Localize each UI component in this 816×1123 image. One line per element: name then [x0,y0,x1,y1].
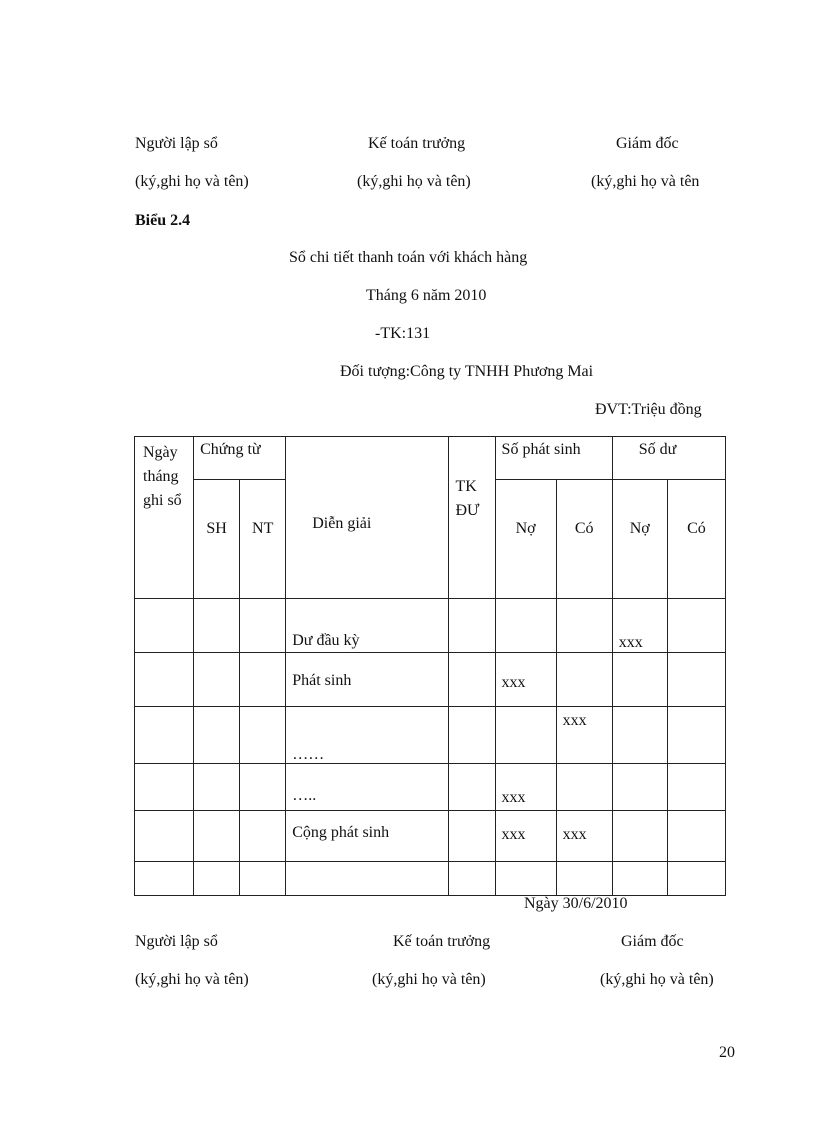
cell-nt [240,811,286,862]
cell-arising-debit [495,811,556,862]
cell-date [135,764,194,811]
cell-balance-debit [612,599,667,653]
form-label: Biểu 2.4 [135,212,191,229]
top-preparer-title: Người lập sổ [135,135,218,152]
cell-sh [194,811,240,862]
bottom-preparer-note: (ký,ghi họ và tên) [135,971,249,988]
cell-arising-credit [556,862,612,896]
cell-arising-credit [556,811,612,862]
top-director-title: Giám đốc [616,135,679,152]
cell-arising-debit [495,707,556,764]
period: Tháng 6 năm 2010 [366,287,487,304]
header-arising-credit [556,480,612,599]
header-balance-debit [612,480,667,599]
cell-balance-credit [667,862,725,896]
cell-nt [240,707,286,764]
header-nt [240,480,286,599]
cell-description [286,653,449,707]
header-arising-debit [495,480,556,599]
cell-arising-credit [556,707,612,764]
cell-date [135,707,194,764]
cell-sh [194,653,240,707]
cell-tk [449,653,495,707]
header-sh [194,480,240,599]
header-tk: TK ĐƯ [449,437,495,599]
header-nt-label: NT [252,520,274,537]
row2-description: Phát sinh [292,672,352,689]
cell-description [286,764,449,811]
table-row [135,862,726,896]
cell-balance-credit [667,811,725,862]
header-voucher: Chứng từ [194,437,286,480]
cell-arising-credit [556,599,612,653]
row1-balance-debit: xxx [618,634,643,651]
cell-balance-debit [612,653,667,707]
cell-date [135,653,194,707]
cell-description [286,599,449,653]
header-balance-debit-label: Nợ [629,520,650,537]
cell-nt [240,764,286,811]
cell-balance-credit [667,707,725,764]
cell-tk [449,764,495,811]
header-description [286,437,449,599]
cell-sh [194,707,240,764]
counterparty: Đối tượng:Công ty TNHH Phương Mai [340,363,594,380]
row3-arising-credit: xxx [562,712,587,729]
bottom-chief-accountant-note: (ký,ghi họ và tên) [372,971,486,988]
cell-balance-credit [667,764,725,811]
unit: ĐVT:Triệu đồng [595,401,702,418]
cell-balance-debit [612,707,667,764]
table-row [135,764,726,811]
cell-arising-credit [556,653,612,707]
header-balance-credit [667,480,725,599]
row5-arising-debit: xxx [501,826,526,843]
cell-date [135,811,194,862]
cell-tk [449,599,495,653]
top-director-note: (ký,ghi họ và tên [591,173,700,190]
row5-description: Cộng phát sinh [292,824,390,841]
header-description-label: Diễn giải [312,515,372,532]
row4-description: ….. [292,787,317,804]
header-arising-credit-label: Có [574,520,594,537]
row4-arising-debit: xxx [501,789,526,806]
date-line: Ngày 30/6/2010 [524,895,628,912]
page-number: 20 [719,1044,735,1061]
cell-nt [240,862,286,896]
cell-description [286,862,449,896]
row1-description: Dư đầu kỳ [292,632,360,649]
cell-balance-credit [667,599,725,653]
header-arising-debit-label: Nợ [515,520,536,537]
bottom-preparer-title: Người lập sổ [135,933,218,950]
document-title: Sổ chi tiết thanh toán với khách hàng [289,249,528,266]
header-arising: Số phát sinh [495,437,612,480]
account: -TK:131 [375,325,431,342]
ledger-table [134,436,726,896]
row5-arising-credit: xxx [562,826,587,843]
row3-description: …… [292,746,325,763]
row2-arising-debit: xxx [501,674,526,691]
cell-sh [194,764,240,811]
cell-arising-debit [495,862,556,896]
bottom-director-title: Giám đốc [621,933,684,950]
cell-balance-debit [612,862,667,896]
cell-date [135,599,194,653]
cell-description [286,811,449,862]
cell-balance-credit [667,653,725,707]
cell-tk [449,811,495,862]
header-balance: Số dư [612,437,725,480]
header-date: Ngày tháng ghi sổ [135,437,194,599]
cell-nt [240,599,286,653]
bottom-chief-accountant-title: Kế toán trưởng [393,933,491,950]
cell-nt [240,653,286,707]
table-row [135,811,726,862]
cell-arising-debit [495,653,556,707]
top-preparer-note: (ký,ghi họ và tên) [135,173,249,190]
cell-description [286,707,449,764]
cell-arising-debit [495,764,556,811]
header-balance-credit-label: Có [687,520,706,537]
cell-tk [449,862,495,896]
bottom-director-note: (ký,ghi họ và tên) [600,971,714,988]
cell-tk [449,707,495,764]
table-row [135,599,726,653]
header-sh-label: SH [206,520,227,537]
cell-balance-debit [612,811,667,862]
table-row [135,653,726,707]
cell-arising-credit [556,764,612,811]
cell-date [135,862,194,896]
cell-sh [194,862,240,896]
top-chief-accountant-title: Kế toán trưởng [368,135,466,152]
cell-balance-debit [612,764,667,811]
cell-sh [194,599,240,653]
top-chief-accountant-note: (ký,ghi họ và tên) [357,173,471,190]
table-row [135,707,726,764]
cell-arising-debit [495,599,556,653]
